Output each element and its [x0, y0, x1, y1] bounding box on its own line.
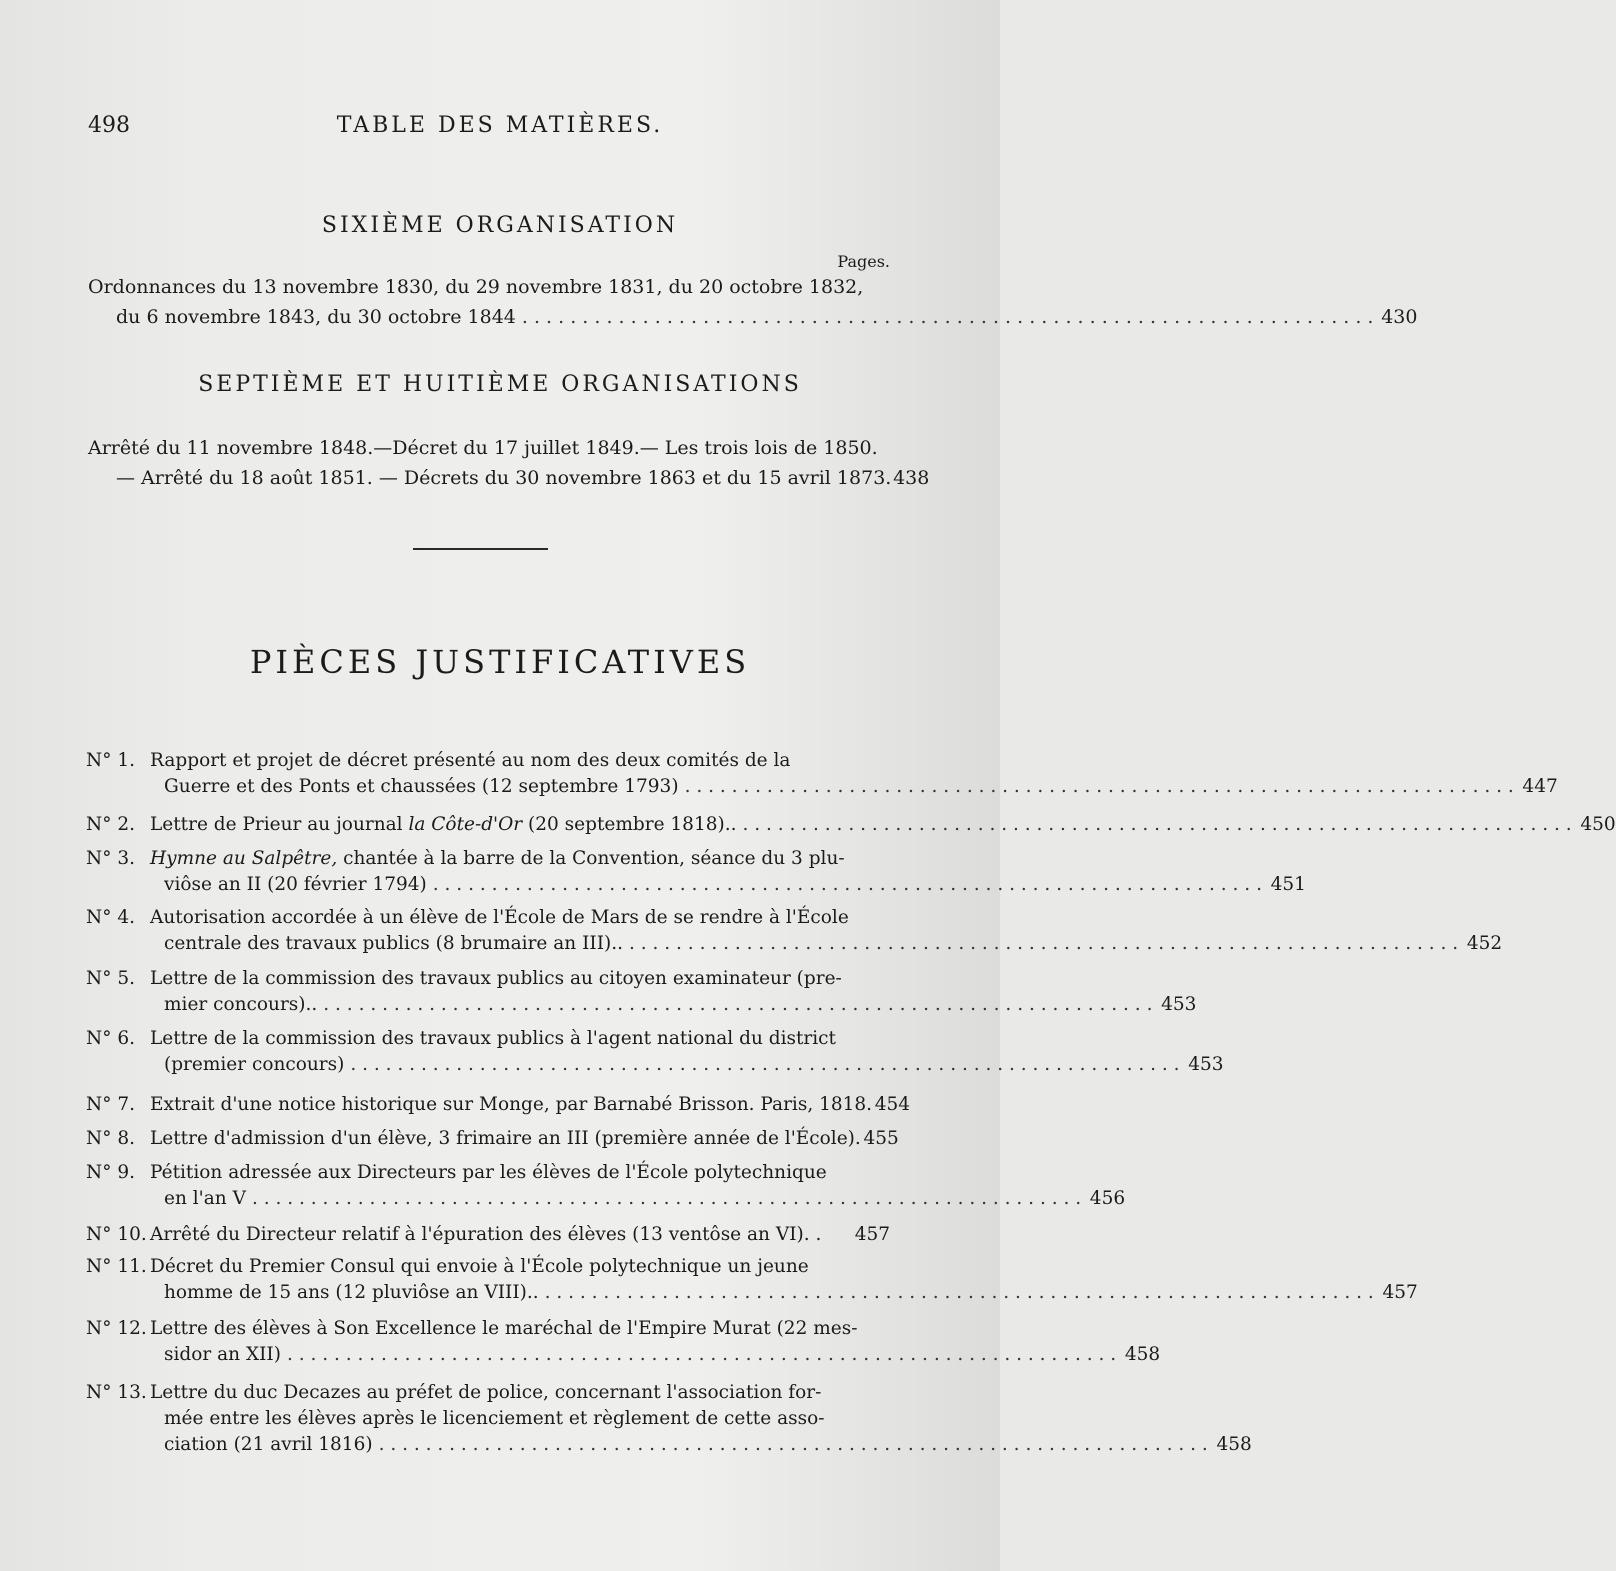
- dot-leader: [350, 1052, 1179, 1078]
- dot-leader: [742, 812, 1571, 838]
- page-ref: 438: [893, 467, 930, 489]
- list-item: [86, 1160, 1126, 1212]
- page-ref: 452: [1466, 933, 1503, 954]
- page-ref: 454: [874, 1094, 911, 1115]
- item-text: ciation (21 avril 1816): [164, 1434, 373, 1455]
- entry-line: [88, 272, 888, 302]
- dot-leader: [379, 1432, 1208, 1458]
- dot-leader: [522, 302, 1374, 332]
- page-ref: 451: [1270, 874, 1306, 895]
- item-number: N° 1.: [86, 750, 135, 771]
- dot-leader: [545, 1280, 1374, 1306]
- page-ref: 455: [863, 1128, 899, 1149]
- dot-leader: [252, 1186, 1081, 1212]
- dot-leader: [629, 931, 1458, 957]
- section-title-sixieme: SIXIÈME ORGANISATION: [321, 213, 679, 238]
- page-ref: 447: [1522, 776, 1558, 797]
- list-item: [86, 812, 1616, 838]
- dot-leader: [433, 872, 1262, 898]
- list-item: [86, 966, 1197, 1018]
- item-text: Rapport et projet de décret présenté au nom des deux comités de la: [150, 750, 791, 771]
- item-number: N° 7.: [86, 1094, 135, 1115]
- item-text-italic: Hymne au Salpêtre,: [150, 848, 338, 869]
- item-text: mier concours)..: [164, 994, 318, 1015]
- item-text: viôse an II (20 février 1794): [164, 874, 427, 895]
- item-number: N° 9.: [86, 1162, 135, 1183]
- list-item: [86, 1026, 1224, 1078]
- item-number: N° 8.: [86, 1128, 135, 1149]
- item-text: (premier concours): [164, 1054, 345, 1075]
- item-text: Lettre des élèves à Son Excellence le maréchal de l'Empire Murat (22 mes-: [150, 1318, 858, 1339]
- page-ref: 450: [1580, 814, 1616, 835]
- item-text: centrale des travaux publics (8 brumaire an III)..: [164, 933, 623, 954]
- item-text: chantée à la barre de la Convention, séance du 3 plu-: [337, 848, 845, 869]
- item-text: Extrait d'une notice historique sur Monge, par Barnabé Brisson. Paris, 1818.: [150, 1094, 873, 1115]
- item-number: N° 3.: [86, 848, 135, 869]
- entry-line: [88, 302, 1418, 332]
- entry-text: du 6 novembre 1843, du 30 octobre 1844: [116, 306, 516, 328]
- item-number: N° 10.: [86, 1224, 147, 1245]
- item-text: Lettre de la commission des travaux publics à l'agent national du district: [150, 1028, 836, 1049]
- item-text: Lettre du duc Decazes au préfet de police, concernant l'association for-: [150, 1382, 822, 1403]
- item-text: Lettre de la commission des travaux publics au citoyen examinateur (pre-: [150, 968, 842, 989]
- entry-text: Ordonnances du 13 novembre 1830, du 29 novembre 1831, du 20 octobre 1832,: [88, 276, 864, 298]
- list-item: [86, 1126, 899, 1152]
- page-ref: 453: [1161, 994, 1197, 1015]
- item-text: Lettre d'admission d'un élève, 3 frimaire an III (première année de l'École).: [150, 1128, 861, 1149]
- page-ref: 456: [1089, 1188, 1126, 1209]
- pages-column-label: Pages.: [837, 252, 890, 271]
- section-title-septieme: SEPTIÈME ET HUITIÈME ORGANISATIONS: [198, 372, 802, 397]
- item-number: N° 11.: [86, 1256, 147, 1277]
- item-text: homme de 15 ans (12 pluviôse an VIII)..: [164, 1282, 539, 1303]
- item-number: N° 4.: [86, 907, 135, 928]
- page-ref: 457: [1382, 1282, 1418, 1303]
- list-item: [86, 1222, 890, 1248]
- list-item: [86, 748, 1558, 800]
- running-title: TABLE DES MATIÈRES.: [336, 113, 664, 138]
- pieces-title: PIÈCES JUSTIFICATIVES: [249, 643, 751, 681]
- page-ref: 458: [1124, 1344, 1161, 1365]
- dot-leader: [323, 992, 1152, 1018]
- list-item: [86, 846, 1306, 898]
- page-ref: 458: [1216, 1434, 1252, 1455]
- item-text: Pétition adressée aux Directeurs par les élèves de l'École polytechnique: [150, 1162, 827, 1183]
- divider-rule: [413, 548, 548, 550]
- item-text: (20 septembre 1818)..: [522, 814, 737, 835]
- dot-leader: [287, 1342, 1116, 1368]
- item-text: Arrêté du Directeur relatif à l'épuration des élèves (13 ventôse an VI). .: [150, 1224, 822, 1245]
- list-item: [86, 1380, 1252, 1458]
- list-item: [86, 1254, 1418, 1306]
- list-item: [86, 1316, 1161, 1368]
- page-ref: 457: [854, 1224, 890, 1245]
- page-ref: 430: [1381, 306, 1418, 328]
- item-text: Guerre et des Ponts et chaussées (12 septembre 1793): [164, 776, 679, 797]
- entry-text: — Arrêté du 18 août 1851. — Décrets du 30 novembre 1863 et du 15 avril 1873.: [116, 467, 892, 489]
- item-number: N° 6.: [86, 1028, 135, 1049]
- item-text: Autorisation accordée à un élève de l'École de Mars de se rendre à l'École: [150, 907, 849, 928]
- item-text: en l'an V: [164, 1188, 246, 1209]
- entry-line: [88, 433, 888, 463]
- item-text: sidor an XII): [164, 1344, 281, 1365]
- item-number: N° 13.: [86, 1382, 147, 1403]
- list-item: [86, 905, 1503, 957]
- item-text: Décret du Premier Consul qui envoie à l'École polytechnique un jeune: [150, 1256, 809, 1277]
- item-number: N° 5.: [86, 968, 135, 989]
- list-item: [86, 1092, 911, 1118]
- entry-line: [88, 463, 930, 493]
- item-text: Lettre de Prieur au journal: [150, 814, 409, 835]
- toc-entry-septieme: [88, 433, 930, 493]
- page-number: 498: [88, 113, 130, 138]
- entry-text: Arrêté du 11 novembre 1848.—Décret du 17 juillet 1849.— Les trois lois de 1850.: [88, 437, 878, 459]
- item-number: N° 2.: [86, 814, 135, 835]
- item-number: N° 12.: [86, 1318, 147, 1339]
- toc-entry-sixieme: [88, 272, 1418, 332]
- page-ref: 453: [1188, 1054, 1224, 1075]
- item-text-italic: la Côte-d'Or: [408, 814, 523, 835]
- item-text: mée entre les élèves après le licenciement et règlement de cette asso-: [164, 1408, 825, 1429]
- dot-leader: [685, 774, 1514, 800]
